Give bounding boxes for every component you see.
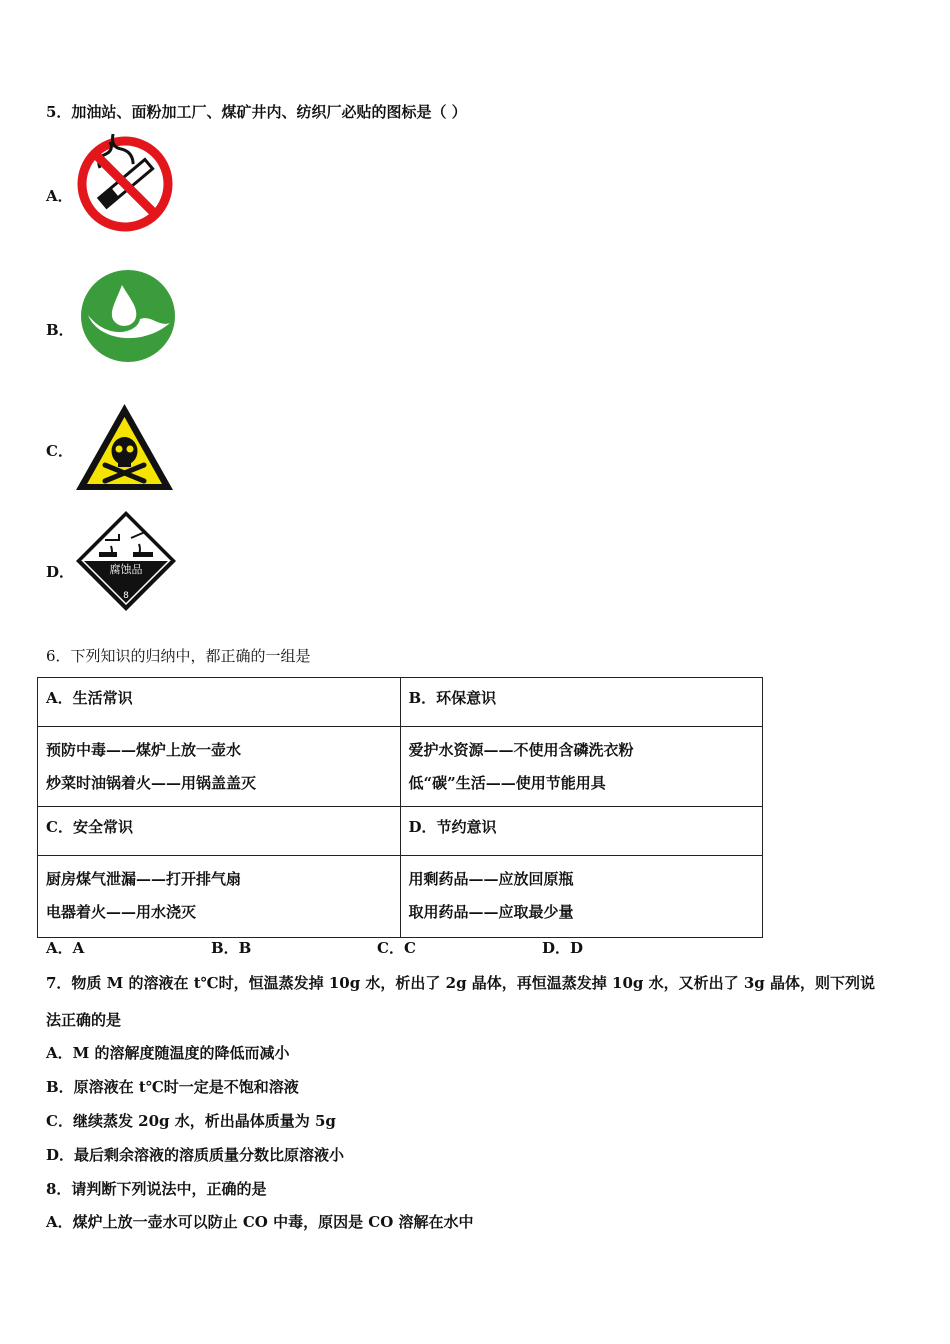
q7-option-a: A．M 的溶解度随温度的降低而减小 (46, 1044, 290, 1062)
table-cell-c-head: C．安全常识 (38, 807, 401, 856)
table-line: 用剩药品——应放回原瓶 (408, 870, 574, 888)
table-line: 预防中毒——煤炉上放一壶水 (46, 741, 242, 759)
q6-choice-d: D．D (542, 939, 584, 957)
table-line: 炒菜时油锅着火——用锅盖盖灭 (46, 774, 257, 792)
toxic-warning-sign-icon (73, 401, 176, 493)
table-cell-d-body (400, 856, 763, 938)
table-line: 低“碳”生活——使用节能用具 (408, 774, 606, 792)
q7-stem-line2: 法正确的是 (46, 1011, 122, 1029)
q7-option-b: B．原溶液在 t℃时一定是不饱和溶液 (46, 1078, 299, 1096)
no-smoking-sign-icon (76, 134, 174, 234)
corrosive-sign-text: 腐蚀品 (109, 563, 143, 576)
q5-option-c-label: C． (46, 442, 73, 460)
q5-option-b-label: B． (46, 321, 74, 339)
table-cell-b-body (400, 727, 763, 807)
corrosive-hazard-sign-icon (75, 510, 177, 612)
q7-option-d: D．最后剩余溶液的溶质质量分数比原溶液小 (46, 1146, 345, 1164)
table-cell-d-head: D．节约意识 (400, 807, 763, 856)
q5-option-a-label: A． (46, 187, 73, 205)
q5-option-d-label: D． (46, 563, 75, 581)
table-line: 厨房煤气泄漏——打开排气扇 (46, 870, 242, 888)
table-line: 取用药品——应取最少量 (408, 903, 574, 921)
q7-option-c: C．继续蒸发 20g 水，析出晶体质量为 5g (46, 1112, 336, 1130)
q8-stem: 8．请判断下列说法中，正确的是 (46, 1180, 267, 1198)
table-cell-a-head: A．生活常识 (38, 678, 401, 727)
q6-stem: 6．下列知识的归纳中，都正确的一组是 (46, 647, 311, 665)
q5-stem: 5．加油站、面粉加工厂、煤矿井内、纺织厂必贴的图标是（ ） (46, 103, 467, 121)
q6-choice-a: A．A (46, 939, 85, 957)
q6-choice-b: B．B (211, 939, 252, 957)
q6-choice-c: C．C (377, 939, 416, 957)
q6-knowledge-table (37, 677, 763, 938)
table-cell-a-body (38, 727, 401, 807)
corrosive-sign-number: 8 (123, 591, 129, 601)
q7-stem-line1: 7．物质 M 的溶液在 t℃时，恒温蒸发掉 10g 水，析出了 2g 晶体，再恒温蒸发掉 10g 水，又析出了 3g 晶体，则下列说 (46, 974, 875, 992)
water-saving-sign-icon (80, 269, 176, 363)
table-cell-c-body (38, 856, 401, 938)
table-line: 爱护水资源——不使用含磷洗衣粉 (408, 741, 634, 759)
q8-option-a: A．煤炉上放一壶水可以防止 CO 中毒，原因是 CO 溶解在水中 (46, 1213, 474, 1231)
table-cell-b-head: B．环保意识 (400, 678, 763, 727)
table-line: 电器着火——用水浇灭 (46, 903, 197, 921)
